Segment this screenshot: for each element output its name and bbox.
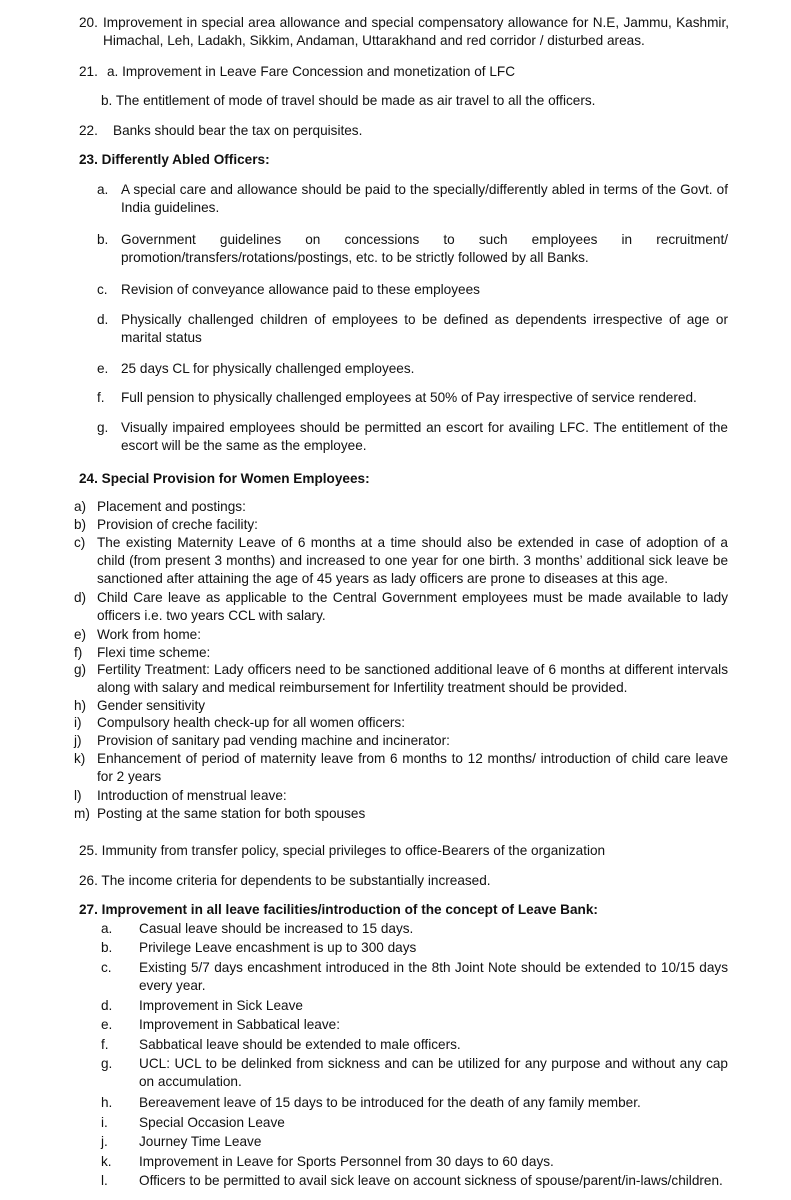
list-item [101, 1055, 728, 1091]
list-item [74, 714, 728, 732]
list-item-label: m) [74, 806, 90, 821]
list-item [97, 311, 728, 347]
list-item-label: j. [101, 1134, 108, 1149]
list-item-text: Work from home: [97, 627, 201, 642]
list-item [74, 732, 728, 750]
list-item [74, 805, 728, 823]
list-item [97, 419, 728, 455]
item-20 [79, 14, 729, 50]
list-item [97, 181, 728, 217]
item-text: Improvement in special area allowance and special compensatory allowance for N.E, Jammu, Kashmir, Himachal, Leh, Ladakh, Sikkim, Andaman, Uttarakhand and red corridor / disturbed areas. [103, 15, 729, 48]
list-item [74, 787, 728, 805]
list-item [101, 920, 728, 938]
list-item-label: k. [101, 1154, 112, 1169]
list-item-text: Casual leave should be increased to 15 days. [139, 921, 414, 936]
list-item-text: A special care and allowance should be paid to the specially/differently abled in terms of the Govt. of India guidelines. [121, 182, 728, 215]
section-heading-27: 27. Improvement in all leave facilities/introduction of the concept of Leave Bank: [79, 902, 598, 917]
list-item-text: Visually impaired employees should be permitted an escort for availing LFC. The entitlement of the escort will be the same as the employee. [121, 420, 728, 453]
list-item-label: b. [101, 940, 113, 955]
list-item [97, 360, 728, 378]
item-21a [79, 63, 729, 81]
list-item [97, 281, 728, 299]
section-heading-24: 24. Special Provision for Women Employees: [79, 471, 370, 486]
list-item-label: f. [97, 390, 105, 405]
list-item-text: Compulsory health check-up for all women officers: [97, 715, 406, 730]
list-item-label: g. [101, 1056, 113, 1071]
item-text: a. Improvement in Leave Fare Concession and monetization of LFC [107, 64, 516, 79]
list-item-text: Placement and postings: [97, 499, 246, 514]
item-number: 20. [79, 15, 98, 30]
list-item [101, 1114, 728, 1132]
list-item-text: Flexi time scheme: [97, 645, 211, 660]
list-item-label: c) [74, 535, 86, 550]
list-item-label: a) [74, 499, 87, 514]
item-text: b. The entitlement of mode of travel should be made as air travel to all the officers. [101, 93, 596, 108]
list-item-text: Improvement in Sabbatical leave: [139, 1017, 340, 1032]
list-item [74, 697, 728, 715]
list-item-label: j) [74, 733, 82, 748]
list-item-text: Officers to be permitted to avail sick leave on account sickness of spouse/parent/in-laws/children. [139, 1173, 723, 1188]
list-item [74, 589, 728, 625]
list-item [101, 1016, 728, 1034]
list-item-label: g. [97, 420, 109, 435]
list-item-label: k) [74, 751, 86, 766]
list-item-label: a. [97, 182, 109, 197]
list-item-text: Provision of creche facility: [97, 517, 258, 532]
item-25: 25. Immunity from transfer policy, special privileges to office-Bearers of the organization [79, 843, 606, 858]
list-item [97, 231, 728, 267]
list-item-label: d) [74, 590, 87, 605]
list-item-text: Fertility Treatment: Lady officers need to be sanctioned additional leave of 6 months at different intervals along with salary and medical reimbursement for Infertility treatment should be provided. [97, 662, 728, 695]
list-item [101, 1172, 728, 1190]
list-item [74, 644, 728, 662]
list-item-text: Journey Time Leave [139, 1134, 262, 1149]
list-item-text: Child Care leave as applicable to the Central Government employees must be made available to lady officers i.e. two years CCL with salary. [97, 590, 728, 623]
section-heading-23: 23. Differently Abled Officers: [79, 152, 270, 167]
list-item [101, 1133, 728, 1151]
list-item-text: Enhancement of period of maternity leave from 6 months to 12 months/ introduction of child care leave for 2 years [97, 751, 728, 784]
list-item [101, 997, 728, 1015]
item-26: 26. The income criteria for dependents to be substantially increased. [79, 873, 491, 888]
list-item-label: d. [97, 312, 109, 327]
list-item [74, 516, 728, 534]
list-item-text: Provision of sanitary pad vending machine and incinerator: [97, 733, 450, 748]
list-item-text: UCL: UCL to be delinked from sickness and can be utilized for any purpose and without any cap on accumulation. [139, 1056, 728, 1089]
list-item [74, 661, 728, 697]
list-item [101, 1153, 728, 1171]
list-item [74, 626, 728, 644]
list-item-text: Special Occasion Leave [139, 1115, 285, 1130]
list-item-text: Existing 5/7 days encashment introduced in the 8th Joint Note should be extended to 10/15 days every year. [139, 960, 728, 993]
list-item-label: b) [74, 517, 87, 532]
list-item-text: Bereavement leave of 15 days to be introduced for the death of any family member. [139, 1095, 641, 1110]
list-item [101, 959, 728, 995]
list-item-text: Full pension to physically challenged employees at 50% of Pay irrespective of service rendered. [121, 390, 697, 405]
list-item-text: 25 days CL for physically challenged employees. [121, 361, 415, 376]
list-item-label: h. [101, 1095, 113, 1110]
list-item [74, 534, 728, 588]
item-22 [79, 122, 729, 140]
list-item-label: i. [101, 1115, 108, 1130]
list-item-label: l. [101, 1173, 108, 1188]
item-text: Banks should bear the tax on perquisites. [113, 123, 363, 138]
list-item-text: Improvement in Leave for Sports Personnel from 30 days to 60 days. [139, 1154, 554, 1169]
list-item-text: Posting at the same station for both spouses [97, 806, 366, 821]
list-item [74, 750, 728, 786]
item-21b [101, 92, 731, 110]
list-item-text: Physically challenged children of employees to be defined as dependents irrespective of age or marital status [121, 312, 728, 345]
list-item-label: c. [97, 282, 108, 297]
list-item-label: f. [101, 1037, 109, 1052]
list-item-label: e. [101, 1017, 113, 1032]
list-item-label: l) [74, 788, 82, 803]
list-item-text: Improvement in Sick Leave [139, 998, 303, 1013]
list-item-label: i) [74, 715, 82, 730]
item-number: 22. [79, 123, 98, 138]
list-item-label: f) [74, 645, 83, 660]
list-item-label: b. [97, 232, 109, 247]
list-item-label: h) [74, 698, 87, 713]
list-item-label: c. [101, 960, 112, 975]
list-item [101, 939, 728, 957]
list-item-label: g) [74, 662, 87, 677]
list-item-label: e. [97, 361, 109, 376]
list-item-label: d. [101, 998, 113, 1013]
list-item [97, 389, 728, 407]
list-item-label: a. [101, 921, 113, 936]
list-item-text: Gender sensitivity [97, 698, 206, 713]
list-item-text: Sabbatical leave should be extended to male officers. [139, 1037, 461, 1052]
list-item-text: Revision of conveyance allowance paid to these employees [121, 282, 480, 297]
list-item [101, 1036, 728, 1054]
list-item-text: Privilege Leave encashment is up to 300 days [139, 940, 417, 955]
item-number: 21. [79, 64, 98, 79]
list-item [74, 498, 728, 516]
list-item-label: e) [74, 627, 87, 642]
list-item-text: The existing Maternity Leave of 6 months at a time should also be extended in case of adoption of a child (from present 3 months) and increased to one year for one birth. 3 months’ additional sick leave be sanctioned after attaining the age of 45 years as lady officers are prone to diseases at this age. [97, 535, 728, 586]
list-item-text: Government guidelines on concessions to such employees in recruitment/ promotion/transfers/rotations/postings, etc. to be strictly followed by all Banks. [121, 232, 728, 265]
list-item-text: Introduction of menstrual leave: [97, 788, 287, 803]
list-item [101, 1094, 728, 1112]
